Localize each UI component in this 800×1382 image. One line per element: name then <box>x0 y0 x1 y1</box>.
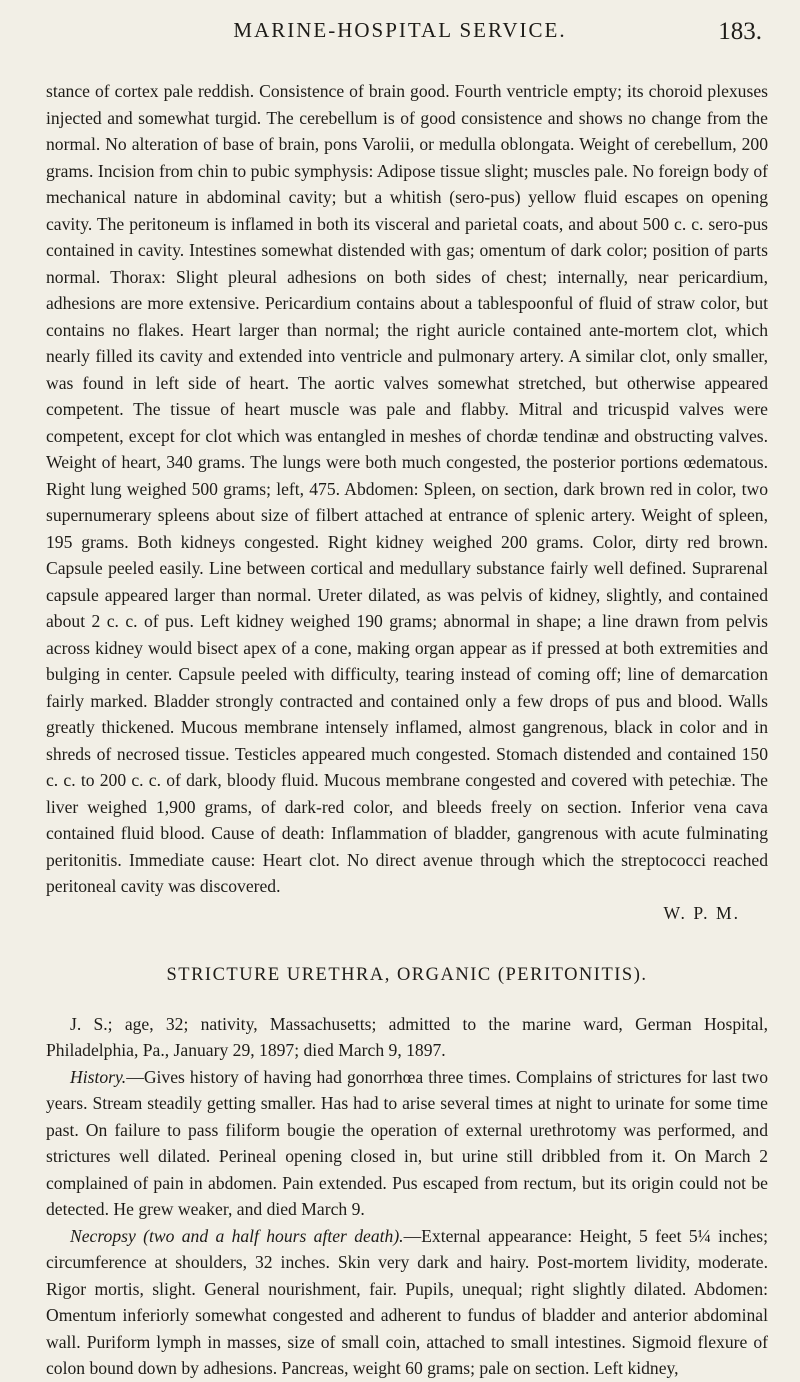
necropsy-text: —External appearance: Height, 5 feet 5¼ inches; circumference at shoulders, 32 inches. Skin very dark and hairy. Post-mortem lividity, moderate. Rigor mortis, slight. General nourishment, fair. Pupils, unequal; right slightly dilated. Abdomen: Omentum inferiorly somewhat congested and adherent to fundus of bladder and anterior abdominal wall. Puriform lymph in masses, size of small coin, attached to small intestines. Sigmoid flexure of colon bound down by adhesions. Pancreas, weight 60 grams; pale on section. Left kidney, <box>46 1225 768 1378</box>
section-title: STRICTURE URETHRA, ORGANIC (PERITONITIS). <box>166 965 648 985</box>
necropsy-paragraph <box>46 1223 768 1382</box>
patient-intro-paragraph: J. S.; age, 32; nativity, Massachusetts; admitted to the marine ward, German Hospital, Philadelphia, Pa., January 29, 1897; died March 9, 1897. <box>46 1013 768 1060</box>
page-number: 183. <box>718 18 762 45</box>
running-head: MARINE-HOSPITAL SERVICE. <box>233 18 567 42</box>
case-continuation-paragraph: stance of cortex pale reddish. Consistence of brain good. Fourth ventricle empty; its choroid plexuses injected and somewhat turgid. The cerebellum is of good consistence and shows no change from the normal. No alteration of base of brain, pons Varolii, or medulla oblongata. Weight of cerebellum, 200 grams. Incision from chin to pubic symphysis: Adipose tissue slight; muscles pale. No foreign body of mechanical nature in abdominal cavity; but a whitish (sero-pus) yellow fluid escapes on opening cavity. The peritoneum is inflamed in both its visceral and parietal coats, and about 500 c. c. sero-pus contained in cavity. Intestines somewhat distended with gas; omentum of dark color; position of parts normal. Thorax: Slight pleural adhesions on both sides of chest; internally, near pericardium, adhesions are more extensive. Pericardium contains about a tablespoonful of fluid of straw color, but contains no flakes. Heart larger than normal; the right auricle contained ante-mortem clot, which nearly filled its cavity and extended into ventricle and pulmonary artery. A similar clot, only smaller, was found in left side of heart. The aortic valves somewhat stretched, but otherwise appeared competent. The tissue of heart muscle was pale and flabby. Mitral and tricuspid valves were competent, except for clot which was entangled in meshes of chordæ tendinæ and obstructing valves. Weight of heart, 340 grams. The lungs were both much congested, the posterior portions œdematous. Right lung weighed 500 grams; left, 475. Abdomen: Spleen, on section, dark brown red in color, two supernumerary spleens about size of filbert attached at entrance of splenic artery. Weight of spleen, 195 grams. Both kidneys congested. Right kidney weighed 200 grams. Color, dirty red brown. Capsule peeled easily. Line between cortical and medullary substance fairly well defined. Suprarenal capsule appeared larger than normal. Ureter dilated, as was pelvis of kidney, slightly, and contained about 2 c. c. of pus. Left kidney weighed 190 grams; abnormal in shape; a line drawn from pelvis across kidney would bisect apex of a cone, making organ appear as if pressed at both extremities and bulging in center. Capsule peeled with difficulty, tearing instead of coming off; line of demarcation fairly marked. Bladder strongly contracted and contained only a few drops of pus and blood. Walls greatly thickened. Mucous membrane intensely inflamed, almost gangrenous, black in color and in shreds of necrosed tissue. Testicles appeared much congested. Stomach distended and contained 150 c. c. to 200 c. c. of dark, bloody fluid. Mucous membrane congested and covered with petechiæ. The liver weighed 1,900 grams, of dark-red color, and bleeds freely on section. Inferior vena cava contained fluid blood. Cause of death: Inflammation of bladder, gangrenous with acute fulminating peritonitis. Immediate cause: Heart clot. No direct avenue through which the streptococci reached peritoneal cavity was discovered. <box>46 81 768 896</box>
history-text: —Gives history of having had gonorrhœa three times. Complains of strictures for last two years. Stream steadily getting smaller. Has had to arise several times at night to urinate for some time past. On failure to pass filiform bougie the operation of external urethrotomy was performed, and strictures well dilated. Perineal opening closed in, but urine still dribbled from it. On March 2 complained of pain in abdomen. Pain extended. Pus escaped from rectum, but its origin could not be detected. He grew weaker, and died March 9. <box>46 1066 768 1219</box>
page-body <box>46 78 768 1382</box>
page-header <box>0 18 800 58</box>
author-initials: W. P. M. <box>663 902 740 923</box>
necropsy-label: Necropsy (two and a half hours after death). <box>70 1225 404 1246</box>
history-label: History. <box>70 1066 127 1087</box>
history-paragraph <box>46 1064 768 1223</box>
